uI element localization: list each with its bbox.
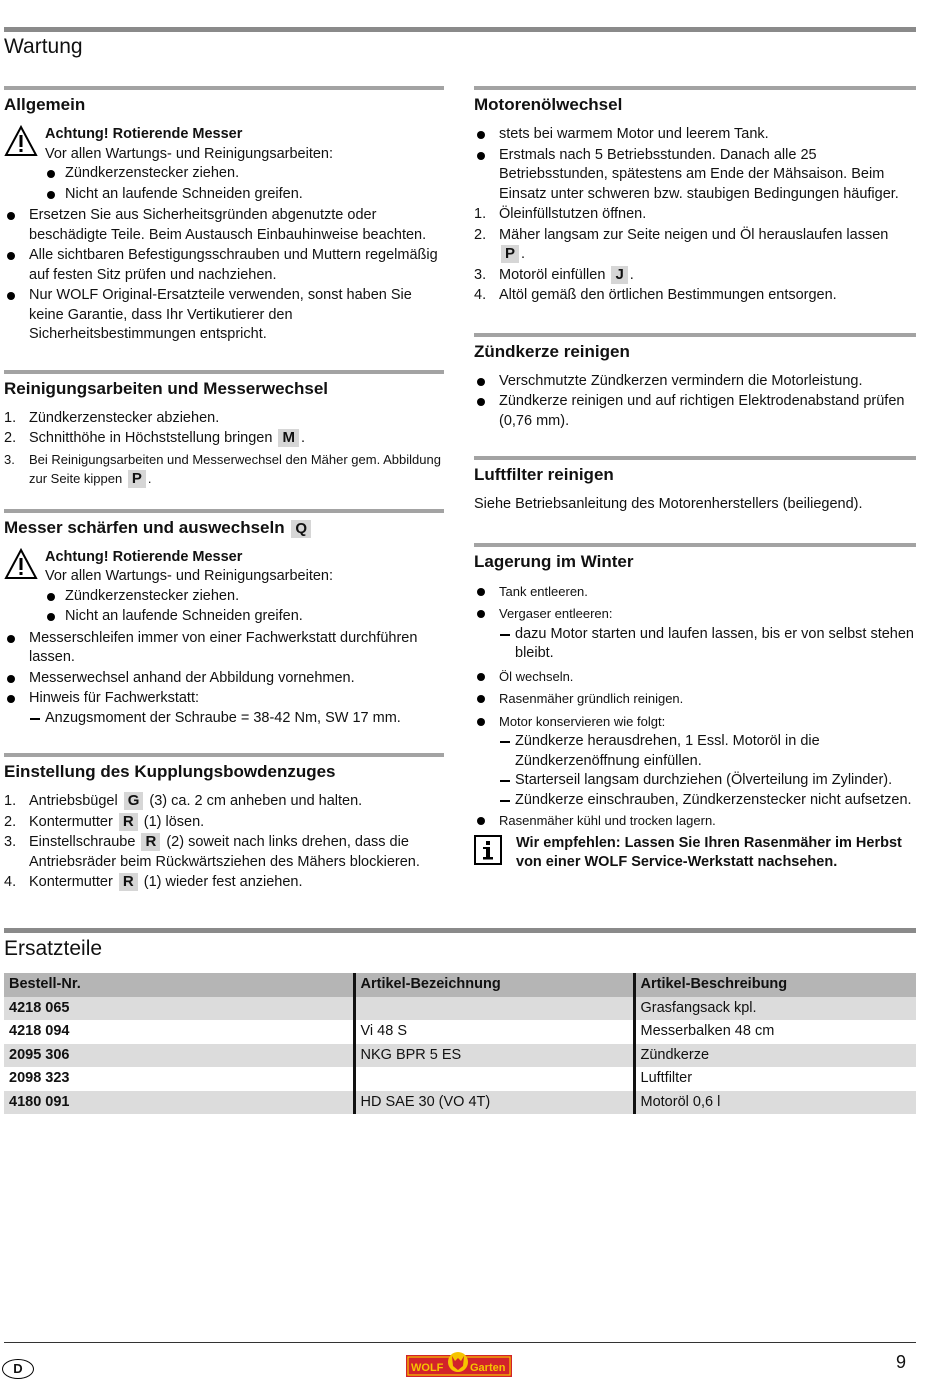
table-row xyxy=(4,1091,916,1115)
section-title: Allgemein xyxy=(4,95,86,114)
list-item: 3. Motoröl einfüllen J . xyxy=(474,265,634,283)
bullet-list xyxy=(474,372,916,432)
table-row xyxy=(4,1044,916,1068)
step-text: Öleinfüllstutzen öffnen. xyxy=(499,206,647,222)
step-text: Zündkerzenstecker abziehen. xyxy=(29,409,220,426)
item-text: Vergaser entleeren: xyxy=(499,606,613,621)
table-cell: Luftfilter xyxy=(634,1067,916,1091)
step-text: (1) wieder fest anziehen. xyxy=(143,874,303,890)
list-item: Messerwechsel anhand der Abbildung vornehmen. xyxy=(4,669,444,689)
section-title: Lagerung im Winter xyxy=(474,551,634,571)
dash-list xyxy=(499,625,916,664)
figure-ref-tag: G xyxy=(124,792,144,810)
sub-item: dazu Motor starten und laufen lassen, bis er von selbst stehen bleibt. xyxy=(499,625,916,664)
table-cell: 2098 323 xyxy=(4,1067,354,1091)
warning-block xyxy=(4,125,444,204)
item-text: Hinweis für Fachwerkstatt: xyxy=(29,690,200,706)
section-rule xyxy=(4,370,444,374)
section-title xyxy=(4,517,444,539)
table-cell: Vi 48 S xyxy=(354,1020,634,1044)
logo-text: WOLF xyxy=(411,1362,444,1374)
list-item: Messerschleifen immer von einer Fachwerkstatt durchführen lassen. xyxy=(4,629,444,668)
list-item: Zündkerze reinigen und auf richtigen Elektrodenabstand prüfen (0,76 mm). xyxy=(474,392,916,431)
table-cell xyxy=(354,1067,634,1091)
section-title-text: Messer schärfen und auswechseln xyxy=(4,517,285,537)
column-header: Artikel-Bezeichnung xyxy=(354,973,634,997)
section-rule xyxy=(4,753,444,757)
section-rule xyxy=(4,509,444,513)
table-cell: NKG BPR 5 ES xyxy=(354,1044,634,1068)
figure-ref-tag: P xyxy=(128,470,146,488)
list-item: Alle sichtbaren Befestigungsschrauben und Muttern regelmäßig auf festen Sitz prüfen und nachziehen. xyxy=(4,246,444,285)
list-item: Zündkerzenstecker ziehen. xyxy=(45,587,444,607)
figure-ref-tag: P xyxy=(501,245,519,263)
list-item: 4. Kontermutter R (1) wieder fest anziehen. xyxy=(4,873,303,890)
bullet-list xyxy=(474,125,916,204)
step-text: (1) lösen. xyxy=(143,813,205,830)
table-cell: 2095 306 xyxy=(4,1044,354,1068)
list-item: Nicht an laufende Schneiden greifen. xyxy=(45,185,444,205)
section-title: Motorenölwechsel xyxy=(474,95,623,114)
warning-text: Vor allen Wartungs- und Reinigungsarbeiten: xyxy=(45,145,334,162)
page-number: 9 xyxy=(896,1352,907,1372)
list-item xyxy=(4,689,444,728)
table-row xyxy=(4,1020,916,1044)
list-item: 2. Schnitthöhe in Höchststellung bringen M . xyxy=(4,429,305,446)
table-cell: 4218 094 xyxy=(4,1020,354,1044)
list-item: Ersetzen Sie aus Sicherheitsgründen abgenutzte oder beschädigte Teile. Beim Austausch Einbauhinweise beachten. xyxy=(4,206,444,245)
section-rule xyxy=(474,543,916,547)
table-cell: Motoröl 0,6 l xyxy=(634,1091,916,1115)
list-item xyxy=(474,604,916,664)
list-item: 2. Kontermutter R (1) lösen. xyxy=(4,812,205,830)
step-text: Motoröl einfüllen xyxy=(499,266,606,283)
table-cell: Zündkerze xyxy=(634,1044,916,1068)
step-text: Mäher langsam zur Seite neigen und Öl herauslaufen lassen xyxy=(499,226,889,243)
list-item: Tank entleeren. xyxy=(474,582,916,602)
section-title: Einstellung des Kupplungsbowdenzuges xyxy=(4,762,336,781)
country-badge: D xyxy=(2,1359,34,1379)
parts-rule xyxy=(4,928,916,933)
list-item: Nur WOLF Original-Ersatzteile verwenden, sonst haben Sie keine Garantie, dass Ihr Vertikutierer den Sicherheitsbestimmungen entspricht. xyxy=(4,286,444,345)
section-title: Reinigungsarbeiten und Messerwechsel xyxy=(4,378,329,398)
warning-triangle-icon xyxy=(4,125,38,157)
info-icon xyxy=(474,835,502,865)
list-item: 1. Antriebsbügel G (3) ca. 2 cm anheben und halten. xyxy=(4,792,363,809)
table-cell: 4180 091 xyxy=(4,1091,354,1115)
section-title: Luftfilter reinigen xyxy=(474,465,614,484)
numbered-list xyxy=(474,205,916,306)
table-cell: HD SAE 30 (VO 4T) xyxy=(354,1091,634,1115)
section-winter xyxy=(474,543,916,873)
table-row xyxy=(4,1067,916,1091)
logo-text: Garten xyxy=(470,1362,506,1374)
figure-ref-tag: J xyxy=(611,266,627,284)
step-text: Schnitthöhe in Höchststellung bringen xyxy=(29,430,273,446)
dash-list xyxy=(499,732,916,810)
section-rule xyxy=(474,456,916,460)
warning-text: Vor allen Wartungs- und Reinigungsarbeiten: xyxy=(45,568,334,584)
figure-ref-tag: R xyxy=(119,873,138,891)
bullet-list xyxy=(4,629,444,729)
section-motorenoel xyxy=(474,86,916,306)
parts-table xyxy=(4,973,916,1114)
list-item: Öl wechseln. xyxy=(474,667,916,687)
step-text: Einstellschraube xyxy=(29,834,136,850)
step-text: Kontermutter xyxy=(29,874,113,890)
section-rule xyxy=(4,86,444,90)
info-block xyxy=(474,834,916,873)
warning-block xyxy=(4,548,444,627)
sub-item: Anzugsmoment der Schraube = 38-42 Nm, SW 17 mm. xyxy=(29,709,444,729)
list-item: stets bei warmem Motor und leerem Tank. xyxy=(474,125,916,145)
bullet-list xyxy=(4,206,444,345)
numbered-list xyxy=(4,409,444,489)
page-title: Wartung xyxy=(4,35,83,58)
bullet-list xyxy=(474,582,916,831)
step-text: Bei Reinigungsarbeiten und Messerwechsel den Mäher gem. Abbildung zur Seite kippen xyxy=(29,451,441,486)
list-item: Rasenmäher kühl und trocken lagern. xyxy=(474,811,916,831)
list-item: Erstmals nach 5 Betriebsstunden. Danach alle 25 Betriebsstunden, spätestens am Ende der Mähsaison. Beim Einsatz unter schweren bzw. staubigen Bedingungen häufiger. xyxy=(474,146,916,205)
section-allgemein xyxy=(4,86,444,345)
warning-list xyxy=(45,164,444,204)
figure-ref-tag: R xyxy=(141,833,160,851)
table-row xyxy=(4,997,916,1021)
left-column xyxy=(4,86,444,894)
step-text: (3) ca. 2 cm anheben und halten. xyxy=(149,793,363,809)
right-column xyxy=(474,86,916,873)
list-item: 1. Öleinfüllstutzen öffnen. xyxy=(474,206,647,222)
table-cell xyxy=(354,997,634,1021)
warning-list xyxy=(45,587,444,627)
list-item: Nicht an laufende Schneiden greifen. xyxy=(45,607,444,627)
list-item: 1. Zündkerzenstecker abziehen. xyxy=(4,409,220,426)
step-text: Kontermutter xyxy=(29,813,113,830)
footer-rule xyxy=(4,1342,916,1343)
section-reinigung xyxy=(4,370,444,489)
figure-ref-tag: M xyxy=(278,429,299,447)
warning-triangle-icon xyxy=(4,548,38,580)
section-rule xyxy=(474,86,916,90)
numbered-list xyxy=(4,792,444,893)
list-item: Verschmutzte Zündkerzen vermindern die Motorleistung. xyxy=(474,372,916,392)
column-header: Bestell-Nr. xyxy=(4,973,354,997)
section-zuendkerze xyxy=(474,333,916,432)
parts-title: Ersatzteile xyxy=(4,937,103,960)
info-text: Wir empfehlen: Lassen Sie Ihren Rasenmäher im Herbst von einer WOLF Service-Werkstatt nachsehen. xyxy=(516,834,902,870)
section-messer xyxy=(4,509,444,729)
section-title: Zündkerze reinigen xyxy=(474,341,630,361)
table-cell: Grasfangsack kpl. xyxy=(634,997,916,1021)
section-luftfilter xyxy=(474,456,916,515)
warning-title: Achtung! Rotierende Messer xyxy=(45,548,243,565)
warning-title: Achtung! Rotierende Messer xyxy=(45,126,243,142)
list-item: 3. Bei Reinigungsarbeiten und Messerwechsel den Mäher gem. Abbildung zur Seite kippen P . xyxy=(4,451,441,487)
table-cell: 4218 065 xyxy=(4,997,354,1021)
list-item: 3. Einstellschraube R (2) soweit nach links drehen, dass die Antriebsräder beim Rückwärtsziehen des Mähers blockieren. xyxy=(4,833,420,870)
list-item xyxy=(474,712,916,811)
section-rule xyxy=(474,333,916,337)
list-item: Rasenmäher gründlich reinigen. xyxy=(474,689,916,709)
sub-item: Zündkerze einschrauben, Zündkerzenstecker nicht aufsetzen. xyxy=(499,791,916,811)
sub-item: Zündkerze herausdrehen, 1 Essl. Motoröl in die Zündkerzenöffnung einfüllen. xyxy=(499,732,916,771)
step-text: (2) soweit nach links drehen, dass die Antriebsräder beim Rückwärtsziehen des Mähers blockieren. xyxy=(29,834,420,870)
list-item: 2. Mäher langsam zur Seite neigen und Öl herauslaufen lassen P . xyxy=(474,226,889,262)
step-text: Altöl gemäß den örtlichen Bestimmungen entsorgen. xyxy=(499,287,837,303)
section-kupplung xyxy=(4,753,444,893)
figure-ref-tag: Q xyxy=(291,520,311,538)
sub-item: Starterseil langsam durchziehen (Ölverteilung im Zylinder). xyxy=(499,771,916,791)
dash-list xyxy=(29,709,444,729)
wolf-garten-logo xyxy=(406,1350,512,1380)
top-rule xyxy=(4,27,916,32)
table-cell: Messerbalken 48 cm xyxy=(634,1020,916,1044)
list-item: 4. Altöl gemäß den örtlichen Bestimmungen entsorgen. xyxy=(474,287,837,303)
step-text: Antriebsbügel xyxy=(29,793,118,809)
item-text: Motor konservieren wie folgt: xyxy=(499,713,666,729)
figure-ref-tag: R xyxy=(119,813,138,831)
paragraph: Siehe Betriebsanleitung des Motorenherstellers (beiliegend). xyxy=(474,496,863,512)
list-item: Zündkerzenstecker ziehen. xyxy=(45,164,444,184)
column-header: Artikel-Beschreibung xyxy=(634,973,916,997)
table-header-row xyxy=(4,973,916,997)
